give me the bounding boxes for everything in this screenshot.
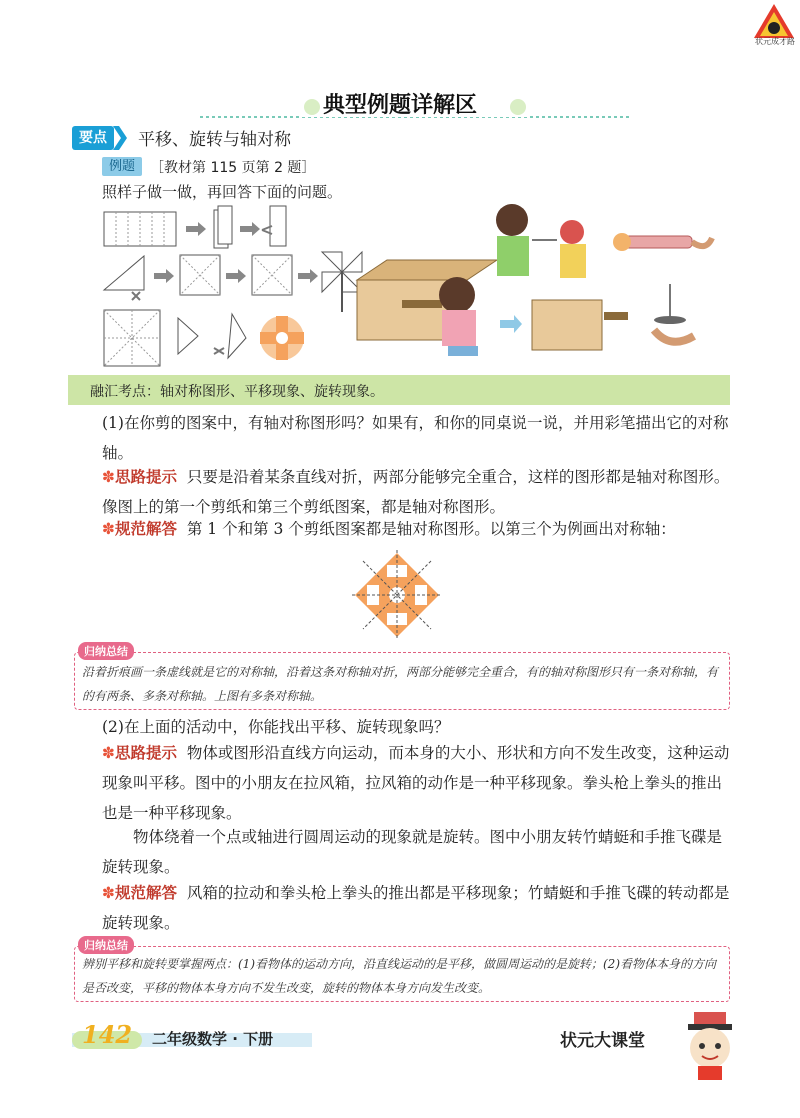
example-instruction: 照样子做一做，再回答下面的问题。 <box>102 183 343 201</box>
flower-icon: ✽ <box>102 520 115 538</box>
key-points-text: 融汇考点：轴对称图形、平移现象、旋转现象。 <box>90 384 384 400</box>
logo-text: 状元成才路 <box>755 37 795 46</box>
papercut-flower-steps <box>104 310 304 366</box>
q2-hint-label: 思路提示 <box>115 744 178 762</box>
q2-hint-text: 物体或图形沿直线方向运动，而本身的大小、形状和方向不发生改变，这种运动现象叫平移。图中的小朋友在拉风箱，拉风箱的动作是一种平移现象。拳头枪上拳头的推出也是一种平移现象。 <box>102 744 730 822</box>
flower-icon: ✽ <box>102 884 115 902</box>
papercut-with-symmetry-axes <box>352 550 442 640</box>
q1-answer-text: 第 1 个和第 3 个剪纸图案都是轴对称图形。以第三个为例画出对称轴： <box>186 520 676 538</box>
example-tag: 例题 <box>102 157 142 176</box>
summary-1-text: 沿着折痕画一条虚线就是它的对称轴，沿着这条对称轴对折，两部分能够完全重合，有的轴对称图形只有一条对称轴，有的有两条、多条对称轴。上图有多条对称轴。 <box>82 665 719 703</box>
q1-thinking-hint <box>102 462 730 522</box>
pinwheel-steps <box>104 252 362 312</box>
q2-rotation-explanation: 物体绕着一个点或轴进行圆周运动的现象就是旋转。图中小朋友转竹蜻蜓和手推飞碟是旋转现象。 <box>102 828 723 876</box>
section-banner-title: 典型例题详解区 <box>322 93 477 118</box>
mascot-illustration <box>680 1010 740 1080</box>
fist-gun-and-hand-spinner-illustration <box>613 233 712 342</box>
q2-standard-answer <box>102 878 730 938</box>
brand-name: 状元大课堂 <box>560 1031 645 1051</box>
boys-with-bamboo-dragonfly-illustration <box>496 204 586 278</box>
textbook-reference: ［教材第 115 页第 2 题］ <box>150 160 316 176</box>
q2-thinking-hint <box>102 738 730 828</box>
question-2: (2)在上面的活动中，你能找出平移、旋转现象吗？ <box>102 718 450 736</box>
papercut-and-activity-illustration <box>102 200 730 370</box>
question-1: (1)在你剪的图案中，有轴对称图形吗？如果有，和你的同桌说一说，并用彩笔描出它的对称轴。 <box>102 414 729 462</box>
q2-answer-text: 风箱的拉动和拳头枪上拳头的推出都是平移现象；竹蜻蜓和手推飞碟的转动都是旋转现象。 <box>102 884 730 932</box>
summary-2-text: 辨别平移和旋转要掌握两点：(1)看物体的运动方向，沿直线运动的是平移，做圆周运动的是旋转；(2)看物体本身的方向是否改变，平移的物体本身方向不发生改变，旋转的物体本身方向发生改变。 <box>82 957 717 995</box>
summary-2-tag: 归纳总结 <box>78 936 134 954</box>
summary-1-tag: 归纳总结 <box>78 642 134 660</box>
q1-answer-label: 规范解答 <box>115 520 178 538</box>
q2-answer-label: 规范解答 <box>115 884 178 902</box>
q1-standard-answer <box>102 514 730 544</box>
flower-icon: ✽ <box>102 468 115 486</box>
flower-icon: ✽ <box>102 744 115 762</box>
folded-paper-strip-steps <box>104 206 286 248</box>
q1-hint-label: 思路提示 <box>115 468 178 486</box>
topic-title: 平移、旋转与轴对称 <box>138 130 291 150</box>
girl-pulling-bellows-illustration <box>357 260 628 356</box>
chevron-right-icon <box>113 126 127 150</box>
q1-hint-text: 只要是沿着某条直线对折，两部分能够完全重合，这样的图形都是轴对称图形。像图上的第一个剪纸和第三个剪纸图案，都是轴对称图形。 <box>102 468 730 516</box>
book-name: 二年级数学 · 下册 <box>152 1030 274 1048</box>
topic-tag: 要点 <box>72 126 114 150</box>
page-number: 142 <box>82 1020 133 1049</box>
